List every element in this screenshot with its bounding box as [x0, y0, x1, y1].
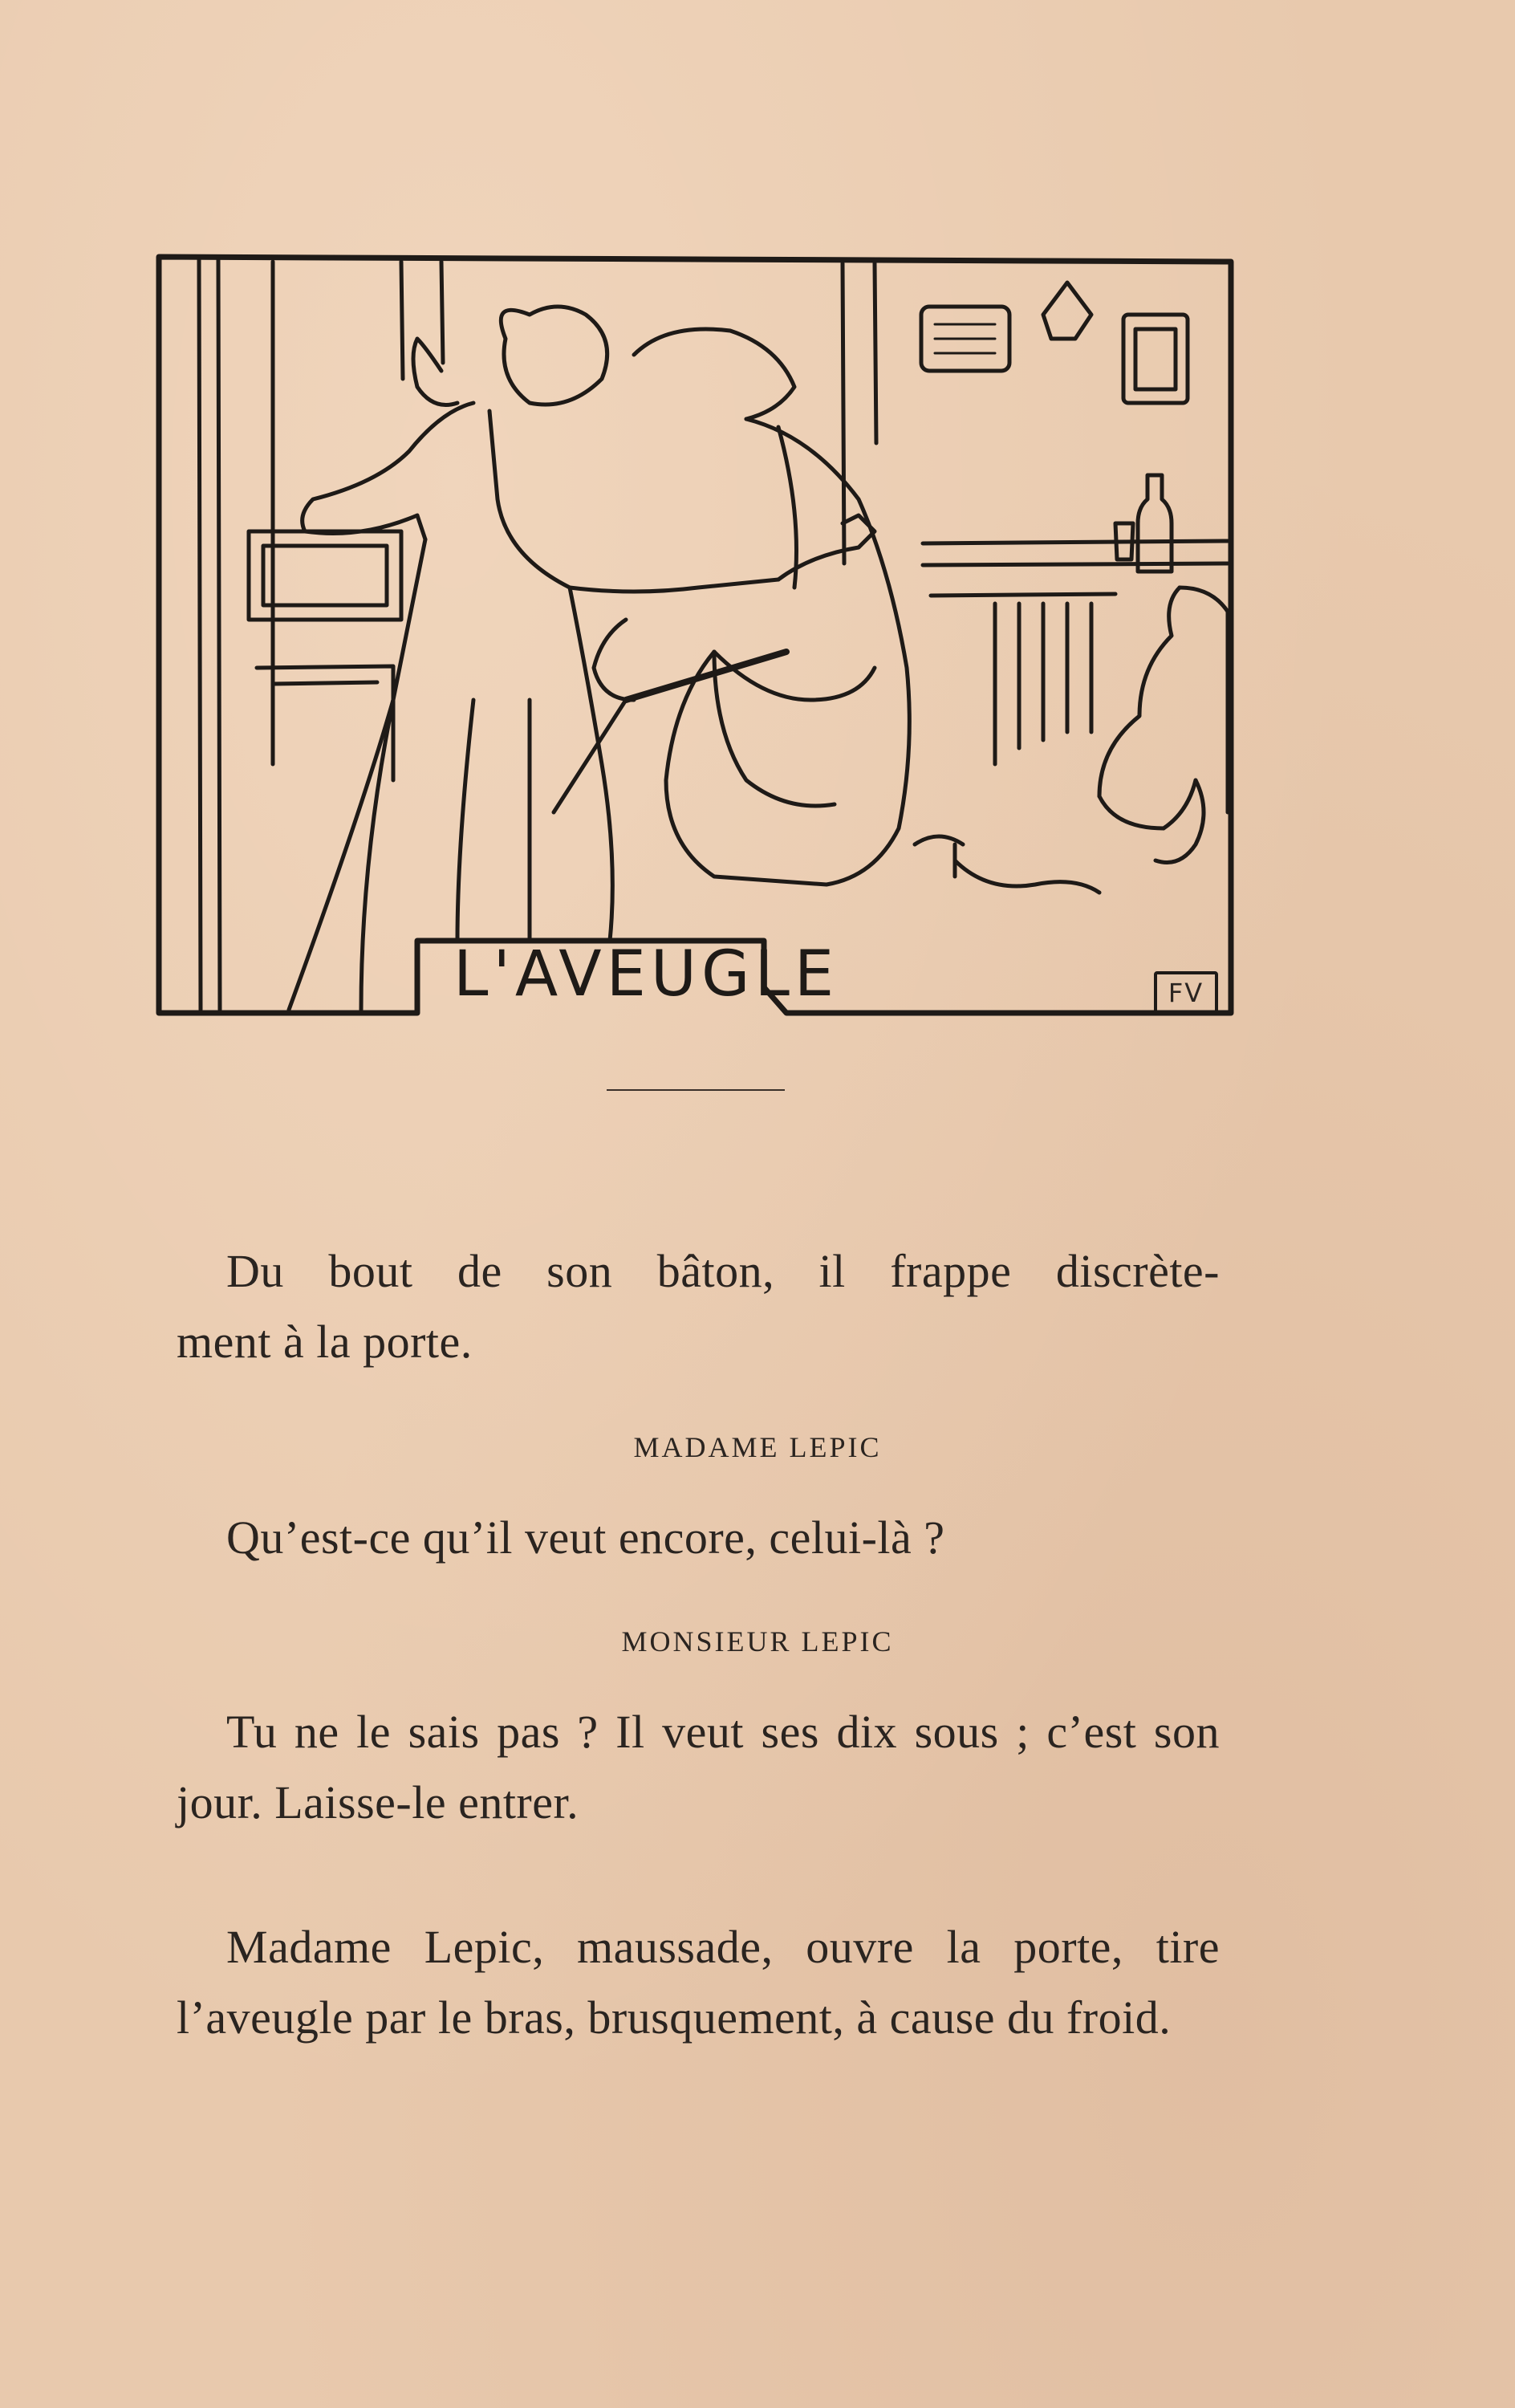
illustration-title: L'AVEUGLE: [453, 938, 839, 1011]
speaker-monsieur-lepic: MONSIEUR LEPIC: [621, 1625, 894, 1658]
paragraph-1-line-1: Du bout de son bâton, il frappe discrète-: [226, 1245, 1220, 1297]
monogram-text: FV: [1168, 978, 1204, 1008]
speaker-madame-lepic: MADAME LEPIC: [633, 1431, 882, 1463]
section-divider: [607, 1089, 785, 1091]
woodcut-illustration: [152, 250, 1237, 1018]
paragraph-4: [177, 1912, 1220, 2053]
paragraph-2: [177, 1503, 1220, 1573]
paragraph-1-line-2: ment à la porte.: [177, 1316, 473, 1368]
paragraph-3-text: Tu ne le sais pas ? Il veut ses dix sous ; c’est son jour. Laisse-le entrer.: [177, 1706, 1220, 1828]
paragraph-2-text: Qu’est-ce qu’il veut encore, celui-là ?: [226, 1511, 945, 1564]
paragraph-3: [177, 1697, 1220, 1838]
paragraph-1: [177, 1236, 1220, 1377]
artist-monogram: [1154, 971, 1218, 1015]
paragraph-4-text: Madame Lepic, maussade, ouvre la porte, tire l’aveugle par le bras, brusquement, à cause du froid.: [177, 1921, 1220, 2044]
